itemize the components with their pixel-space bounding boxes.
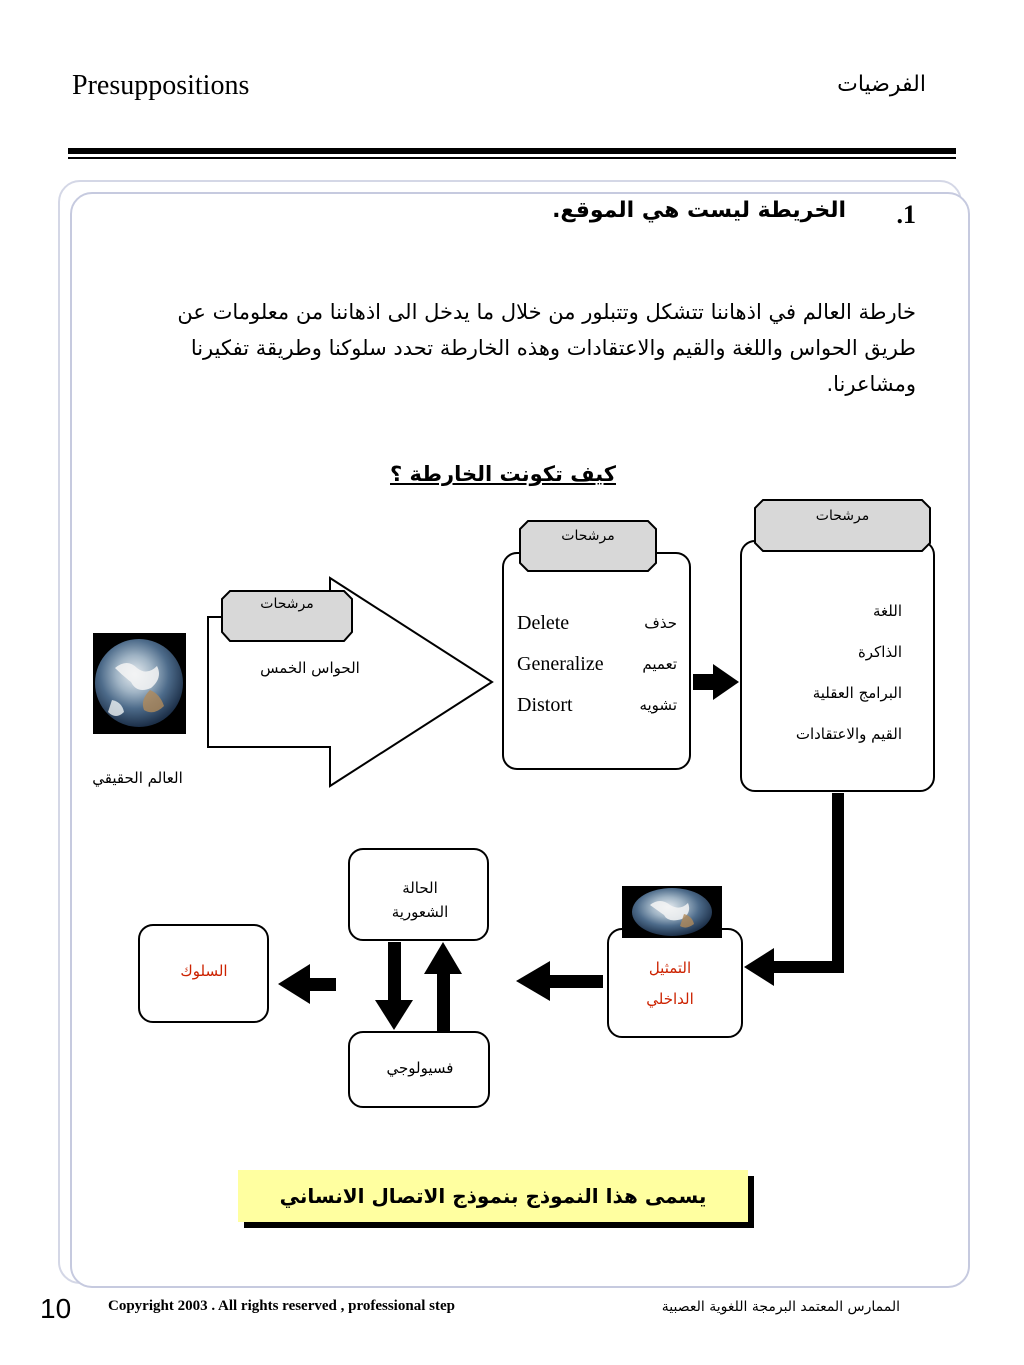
process-ar: تشويه: [639, 696, 677, 714]
internal-representation-line1: التمثيل: [648, 959, 692, 977]
filter-label-senses: مرشحات: [260, 596, 314, 612]
processes-list: [517, 603, 677, 726]
section-number: .1: [896, 200, 916, 229]
process-row-delete: [517, 603, 677, 644]
arrow-processes-to-filters: [693, 664, 739, 700]
senses-label: الحواس الخمس: [260, 659, 360, 677]
footer-arabic-text: الممارس المعتمد البرمجة اللغوية العصبية: [661, 1299, 900, 1315]
page-number: 10: [40, 1293, 72, 1324]
internal-representation-line2: الداخلي: [646, 990, 694, 1008]
emotional-state-label: [350, 876, 490, 924]
process-row-distort: [517, 685, 677, 726]
filters-list: [752, 591, 902, 755]
arrow-to-behavior: [278, 964, 336, 1004]
physiology-label: فسيولوجي: [386, 1059, 454, 1077]
arrow-up-to-emotional: [424, 942, 462, 1032]
page-title-english: Presuppositions: [72, 70, 250, 101]
diagram-question: كيف تكونت الخارطة ؟: [390, 462, 616, 486]
model-caption: يسمى هذا النموذج بنموذج الاتصال الانساني: [279, 1184, 707, 1208]
earth-image-internal: [622, 886, 722, 938]
filter-item: البرامج العقلية: [812, 684, 902, 702]
page-title-arabic: الفرضيات: [837, 72, 926, 97]
real-world-label: العالم الحقيقي: [92, 769, 183, 787]
copyright-text: Copyright 2003 . All rights reserved , professional step: [108, 1298, 455, 1314]
process-en: Distort: [517, 694, 573, 716]
filter-item: الذاكرة: [857, 643, 902, 661]
arrow-representation-to-state: [516, 961, 603, 1001]
section-paragraph: خارطة العالم في اذهاننا تتشكل وتتبلور من خلال ما يدخل الى اذهاننا من معلومات عن طريق الحواس واللغة والقيم والاعتقادات وهذه الخارطة تحدد سلوكنا وطريقة تفكيرنا ومشاعرنا.: [177, 300, 916, 396]
process-en: Generalize: [517, 653, 604, 675]
filter-item: القيم والاعتقادات: [795, 725, 902, 743]
internal-representation-label: [610, 953, 730, 1015]
process-row-generalize: [517, 644, 677, 685]
filter-label-processes: مرشحات: [561, 528, 615, 544]
filter-label-main: مرشحات: [815, 508, 870, 524]
earth-image-real-world: [93, 633, 186, 734]
behavior-label: السلوك: [180, 962, 228, 980]
arrow-down-to-physiology: [375, 942, 413, 1030]
emotional-state-line2: الشعورية: [391, 903, 449, 921]
process-ar: حذف: [644, 614, 677, 632]
section-heading: الخريطة ليست هي الموقع.: [552, 198, 846, 223]
arrow-filters-to-representation: [744, 793, 844, 986]
model-caption-box: [238, 1170, 748, 1222]
process-en: Delete: [517, 612, 570, 634]
process-ar: تعميم: [642, 655, 677, 673]
filter-item: اللغة: [873, 602, 902, 620]
emotional-state-line1: الحالة: [402, 879, 438, 897]
